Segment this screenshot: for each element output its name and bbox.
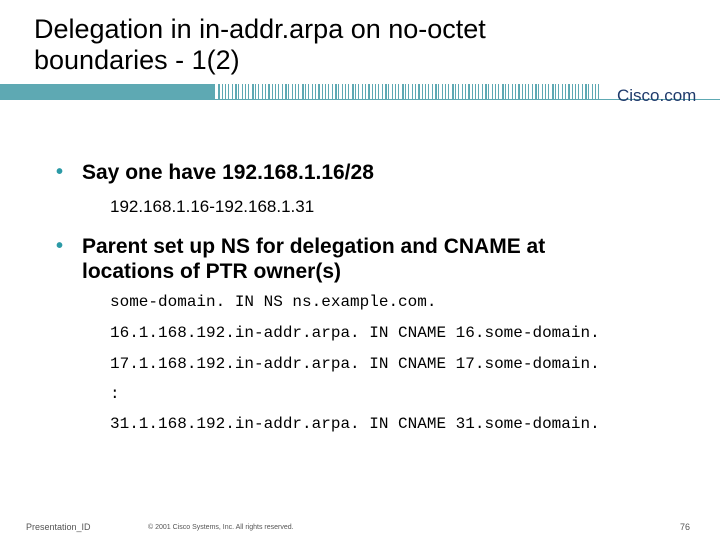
- rule-stripe: [525, 84, 526, 99]
- rule-stripe: [522, 84, 523, 99]
- rule-stripe: [535, 84, 537, 99]
- rule-stripe: [365, 84, 366, 99]
- rule-stripe: [335, 84, 337, 99]
- rule-stripe: [395, 84, 396, 99]
- rule-stripe: [462, 84, 463, 99]
- rule-stripe: [332, 84, 333, 99]
- rule-stripe: [458, 84, 459, 99]
- rule-stripe: [352, 84, 354, 99]
- rule-stripe: [245, 84, 246, 99]
- rule-stripe: [492, 84, 493, 99]
- rule-stripe: [218, 84, 220, 99]
- rule-stripe: [248, 84, 249, 99]
- rule-stripe: [255, 84, 256, 99]
- rule-stripe: [418, 84, 420, 99]
- bullet-2-line-1: Parent set up NS for delegation and CNAME at: [82, 235, 546, 258]
- rule-stripe: [588, 84, 589, 99]
- rule-stripe: [425, 84, 426, 99]
- rule-stripe: [372, 84, 373, 99]
- rule-stripe: [565, 84, 566, 99]
- header-rule: [0, 84, 720, 100]
- rule-stripe: [452, 84, 454, 99]
- rule-stripe: [478, 84, 479, 99]
- rule-stripe: [442, 84, 443, 99]
- rule-stripe: [592, 84, 593, 99]
- rule-stripe: [455, 84, 456, 99]
- rule-stripe: [428, 84, 429, 99]
- rule-stripe: [542, 84, 543, 99]
- rule-stripe: [378, 84, 379, 99]
- rule-stripe: [512, 84, 513, 99]
- rule-stripe: [292, 84, 293, 99]
- rule-stripe: [298, 84, 299, 99]
- rule-stripe: [482, 84, 483, 99]
- bullet-icon: •: [56, 235, 64, 257]
- rule-stripe: [532, 84, 533, 99]
- footer-presentation-id: Presentation_ID: [26, 522, 91, 532]
- rule-stripe: [322, 84, 323, 99]
- rule-stripe: [222, 84, 223, 99]
- bullet-icon: •: [56, 161, 64, 183]
- rule-stripe: [355, 84, 356, 99]
- rule-stripe: [502, 84, 504, 99]
- bullet-2: [82, 234, 545, 284]
- rule-stripe: [438, 84, 439, 99]
- rule-stripe: [305, 84, 306, 99]
- rule-stripe: [328, 84, 329, 99]
- rule-stripe: [408, 84, 409, 99]
- rule-stripe: [228, 84, 229, 99]
- rule-stripe: [225, 84, 226, 99]
- rule-stripe: [552, 84, 554, 99]
- rule-stripe: [362, 84, 363, 99]
- rule-stripe: [505, 84, 506, 99]
- rule-stripe: [415, 84, 416, 99]
- rule-stripe: [402, 84, 404, 99]
- code-line: some-domain. IN NS ns.example.com.: [110, 293, 437, 311]
- rule-stripe: [595, 84, 596, 99]
- rule-stripe: [285, 84, 287, 99]
- rule-stripe: [545, 84, 546, 99]
- footer-copyright: © 2001 Cisco Systems, Inc. All rights reserved.: [148, 524, 294, 531]
- rule-stripe: [368, 84, 370, 99]
- rule-stripe: [388, 84, 389, 99]
- rule-stripe: [528, 84, 529, 99]
- rule-stripe: [562, 84, 563, 99]
- slide-title: [34, 14, 654, 76]
- rule-stripe: [582, 84, 583, 99]
- rule-stripe: [238, 84, 239, 99]
- rule-stripe: [465, 84, 466, 99]
- rule-stripe: [308, 84, 309, 99]
- cisco-logo: Cisco.com: [617, 86, 697, 105]
- rule-stripe: [485, 84, 487, 99]
- title-line-1: Delegation in in-addr.arpa on no-octet: [34, 14, 486, 44]
- rule-stripe: [385, 84, 387, 99]
- rule-stripe: [325, 84, 326, 99]
- rule-stripe: [432, 84, 433, 99]
- bullet-1-text: Say one have 192.168.1.16/28: [82, 161, 374, 184]
- rule-stripe: [445, 84, 446, 99]
- rule-stripe: [262, 84, 263, 99]
- rule-stripe: [252, 84, 254, 99]
- bullet-1: [82, 160, 374, 185]
- rule-stripe: [232, 84, 233, 99]
- rule-stripe: [508, 84, 509, 99]
- rule-stripe: [448, 84, 449, 99]
- code-line: 17.1.168.192.in-addr.arpa. IN CNAME 17.some-domain.: [110, 355, 600, 373]
- rule-stripe: [398, 84, 399, 99]
- rule-stripe: [412, 84, 413, 99]
- rule-stripe: [498, 84, 499, 99]
- rule-stripe: [558, 84, 559, 99]
- rule-stripe: [295, 84, 296, 99]
- rule-stripe: [518, 84, 520, 99]
- rule-stripe: [272, 84, 273, 99]
- code-line: 31.1.168.192.in-addr.arpa. IN CNAME 31.some-domain.: [110, 415, 600, 433]
- rule-stripe: [495, 84, 496, 99]
- rule-stripe: [575, 84, 576, 99]
- rule-stripe: [548, 84, 549, 99]
- rule-stripe: [342, 84, 343, 99]
- rule-stripe: [338, 84, 339, 99]
- rule-stripe: [318, 84, 320, 99]
- rule-stripe: [235, 84, 237, 99]
- footer-page-number: 76: [680, 522, 691, 532]
- rule-stripe: [358, 84, 359, 99]
- rule-stripe: [578, 84, 579, 99]
- rule-stripe: [488, 84, 489, 99]
- code-line: :: [110, 385, 120, 403]
- rule-stripe: [288, 84, 289, 99]
- rule-stripe: [405, 84, 406, 99]
- rule-stripe: [312, 84, 313, 99]
- rule-stripe: [515, 84, 516, 99]
- rule-stripe: [468, 84, 470, 99]
- rule-stripe: [585, 84, 587, 99]
- rule-stripe: [242, 84, 243, 99]
- rule-stripe: [278, 84, 279, 99]
- rule-stripe: [555, 84, 556, 99]
- rule-stripe: [282, 84, 283, 99]
- rule-stripe: [268, 84, 270, 99]
- rule-stripe: [348, 84, 349, 99]
- rule-stripe: [302, 84, 304, 99]
- rule-stripe: [598, 84, 599, 99]
- rule-stripe: [265, 84, 266, 99]
- rule-stripe: [382, 84, 383, 99]
- bullet-1-subtext: 192.168.1.16-192.168.1.31: [110, 197, 315, 216]
- rule-stripe: [345, 84, 346, 99]
- rule-stripe: [422, 84, 423, 99]
- code-line: 16.1.168.192.in-addr.arpa. IN CNAME 16.some-domain.: [110, 324, 600, 342]
- rule-stripe: [568, 84, 570, 99]
- title-line-2: boundaries - 1(2): [34, 45, 240, 75]
- rule-stripe: [375, 84, 376, 99]
- rule-stripe: [275, 84, 276, 99]
- rule-stripe: [392, 84, 393, 99]
- rule-stripe: [258, 84, 259, 99]
- rule-stripe: [472, 84, 473, 99]
- rule-stripe: [315, 84, 316, 99]
- rule-stripe: [475, 84, 476, 99]
- rule-stripe: [538, 84, 539, 99]
- rule-stripe: [435, 84, 437, 99]
- bullet-2-line-2: locations of PTR owner(s): [82, 260, 342, 283]
- rule-stripe: [572, 84, 573, 99]
